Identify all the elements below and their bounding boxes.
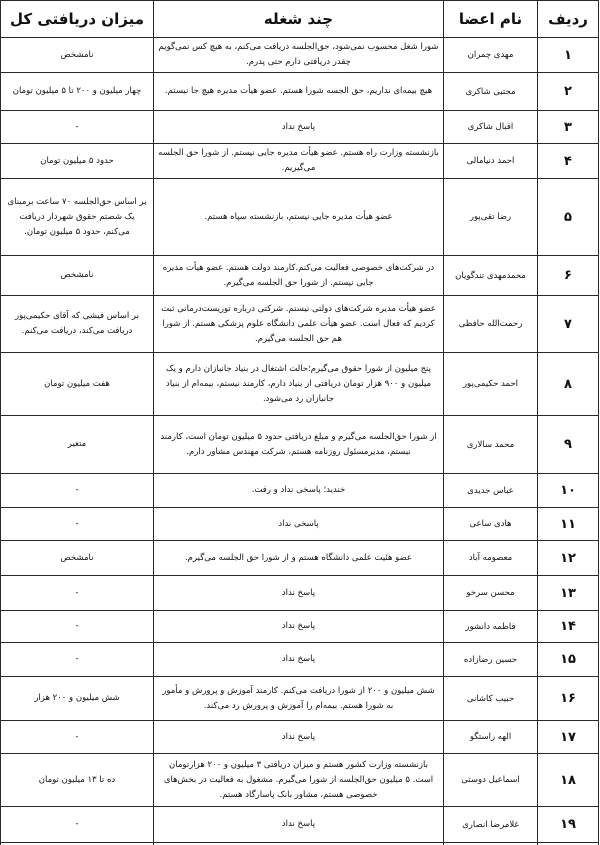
table-row [1, 807, 599, 843]
row-number: ۱۳ [538, 576, 599, 611]
row-number: ۱۰ [538, 474, 599, 508]
row-number: ۸ [538, 353, 599, 416]
total-income: - [1, 508, 154, 541]
row-number: ۱۲ [538, 541, 599, 576]
jobs-description: پاسخ نداد [154, 611, 444, 643]
member-name: محمد سالاری [444, 416, 538, 474]
jobs-description: عضو هئیت علمی دانشگاه هستم و از شورا حق الجلسه می‌گیرم. [154, 541, 444, 576]
total-income: - [1, 721, 154, 754]
jobs-description: عضو هیأت مدیره جایی نیستم، بازنشسته سپاه هستم. [154, 179, 444, 256]
jobs-description: از شورا حق‌الجلسه می‌گیرم و مبلغ دریافتی حدود ۵ میلیون تومان است، کارمند نیستم، مدیرمسئول روزنامه هستم، شرکت مهندس مشاور دارم. [154, 416, 444, 474]
table-row [1, 111, 599, 144]
member-name: فاطمه دانشور [444, 611, 538, 643]
table-row [1, 73, 599, 111]
total-income: - [1, 807, 154, 843]
jobs-description: هیچ بیمه‌ای نداریم، حق الجسه شورا هستم. عضو هیأت مدیره هیچ جا نیستم. [154, 73, 444, 111]
table-row [1, 256, 599, 296]
total-income: بر اساس حق‌الجلسه ۷۰ ساعت برمبنای یک شصتم حقوق شهردار دریافت می‌کنم، حدود ۵ میلیون تومان. [1, 179, 154, 256]
row-number: ۱ [538, 38, 599, 73]
total-income: شش میلیون و ۲۰۰ هزار [1, 677, 154, 721]
table-row [1, 296, 599, 353]
total-income: هفت میلیون تومان [1, 353, 154, 416]
table-row [1, 38, 599, 73]
member-name: اسماعیل دوستی [444, 754, 538, 807]
member-name: احمد دنیامالی [444, 144, 538, 179]
row-number: ۳ [538, 111, 599, 144]
table-row [1, 576, 599, 611]
member-name: رضا تقی‌پور [444, 179, 538, 256]
member-name: مهدی چمران [444, 38, 538, 73]
jobs-description: پاسخ نداد [154, 807, 444, 843]
jobs-description: بازنشسته وزارت کشور هستم و میزان دریافتی ۳ میلیون و ۲۰۰ هزارتومان است. ۵ میلیون حق‌الجلسه از شورا می‌گیرم. مشغول به فعالیت در بخش‌های خصوصی هستم، مشاور بانک پاسارگاد هستم. [154, 754, 444, 807]
member-name: احمد حکیمی‌پور [444, 353, 538, 416]
total-income: نامشخص [1, 256, 154, 296]
table-row [1, 353, 599, 416]
total-income: نامشخص [1, 541, 154, 576]
row-number: ۱۶ [538, 677, 599, 721]
row-number: ۱۷ [538, 721, 599, 754]
total-income: متغیر [1, 416, 154, 474]
table-row [1, 541, 599, 576]
row-number: ۱۵ [538, 643, 599, 677]
member-name: حبیب کاشانی [444, 677, 538, 721]
table-row [1, 754, 599, 807]
jobs-description: در شرکت‌های خصوصی فعالیت می‌کنم.کارمند دولت هستم. عضو هیأت مدیره جایی نیستم. از شورا حق الجلسه می‌گیرم. [154, 256, 444, 296]
jobs-description: پاسخ نداد [154, 111, 444, 144]
table-row [1, 474, 599, 508]
table-row [1, 721, 599, 754]
total-income: چهار میلیون و ۲۰۰ تا ۵ میلیون تومان [1, 73, 154, 111]
table-row [1, 508, 599, 541]
total-income: - [1, 474, 154, 508]
jobs-description: پاسخ نداد [154, 721, 444, 754]
total-income: - [1, 611, 154, 643]
row-number: ۱۹ [538, 807, 599, 843]
member-name: غلامرضا انصاری [444, 807, 538, 843]
row-number: ۵ [538, 179, 599, 256]
total-income: حدود ۵ میلیون تومان [1, 144, 154, 179]
jobs-description: شورا شغل محسوب نمی‌شود، حق‌الجلسه دریافت می‌کنم، به هیچ کس نمی‌گویم چقدر دریافتی دارم حتی پدرم. [154, 38, 444, 73]
member-name: معصومه آباد [444, 541, 538, 576]
jobs-description: پاسخ نداد [154, 643, 444, 677]
total-income: بر اساس فیشی که آقای حکیمی‌پور دریافت می‌کند، دریافت می‌کنم. [1, 296, 154, 353]
jobs-description: بازنشسته وزارت راه هستم. عضو هیأت مدیره جایی نیستم. از شورا حق الجلسه می‌گیریم. [154, 144, 444, 179]
header-row-number: ردیف [538, 1, 599, 38]
row-number: ۶ [538, 256, 599, 296]
table-row [1, 416, 599, 474]
table-row [1, 677, 599, 721]
table-header-row [1, 1, 599, 38]
total-income: - [1, 111, 154, 144]
table-row [1, 643, 599, 677]
row-number: ۱۱ [538, 508, 599, 541]
member-name: مجتبی شاکری [444, 73, 538, 111]
header-member-name: نام اعضا [444, 1, 538, 38]
total-income: - [1, 643, 154, 677]
jobs-description: شش میلیون و ۲۰۰ از شورا دریافت می‌کنم. کارمند آموزش و پرورش و مأمور به شورا هستم. بیمه‌ام را آموزش و پرورش رد می‌کند. [154, 677, 444, 721]
row-number: ۱۴ [538, 611, 599, 643]
jobs-description: پاسخی نداد [154, 508, 444, 541]
total-income: نامشخص [1, 38, 154, 73]
member-name: رحمت‌الله حافظی [444, 296, 538, 353]
member-name: حسین رضازاده [444, 643, 538, 677]
member-name: الهه راستگو [444, 721, 538, 754]
table-row [1, 179, 599, 256]
member-name: محسن سرخو [444, 576, 538, 611]
table-row [1, 144, 599, 179]
jobs-description: عضو هیأت مدیره شرکت‌های دولتی نیستم. شرکتی درباره توریست‌درمانی ثبت کردیم که فعال است. عضو هیأت علمی دانشگاه علوم پزشکی هستم. از شورا هم حق الجلسه می‌گیرم. [154, 296, 444, 353]
member-name: محمدمهدی تندگویان [444, 256, 538, 296]
row-number: ۱۸ [538, 754, 599, 807]
jobs-description: خندید؛ پاسخی نداد و رفت. [154, 474, 444, 508]
total-income: - [1, 576, 154, 611]
row-number: ۲ [538, 73, 599, 111]
jobs-description: پنج میلیون از شورا حقوق می‌گیرم؛حالت اشتغال در بنیاد جانبازان دارم و یک میلیون و ۹۰۰ هزار تومان دریافتی از بنیاد دارم، کارمند نیستم، بیمه‌ام از بنیاد جانبازان رد می‌شود. [154, 353, 444, 416]
total-income: ده تا ۱۳ میلیون تومان [1, 754, 154, 807]
row-number: ۴ [538, 144, 599, 179]
header-total-income: میزان دریافتی کل [1, 1, 154, 38]
row-number: ۷ [538, 296, 599, 353]
table-row [1, 611, 599, 643]
header-jobs: چند شغله [154, 1, 444, 38]
member-name: هادی ساعی [444, 508, 538, 541]
row-number: ۹ [538, 416, 599, 474]
jobs-description: پاسخ نداد [154, 576, 444, 611]
member-name: اقبال شاکری [444, 111, 538, 144]
member-name: عباس جدیدی [444, 474, 538, 508]
